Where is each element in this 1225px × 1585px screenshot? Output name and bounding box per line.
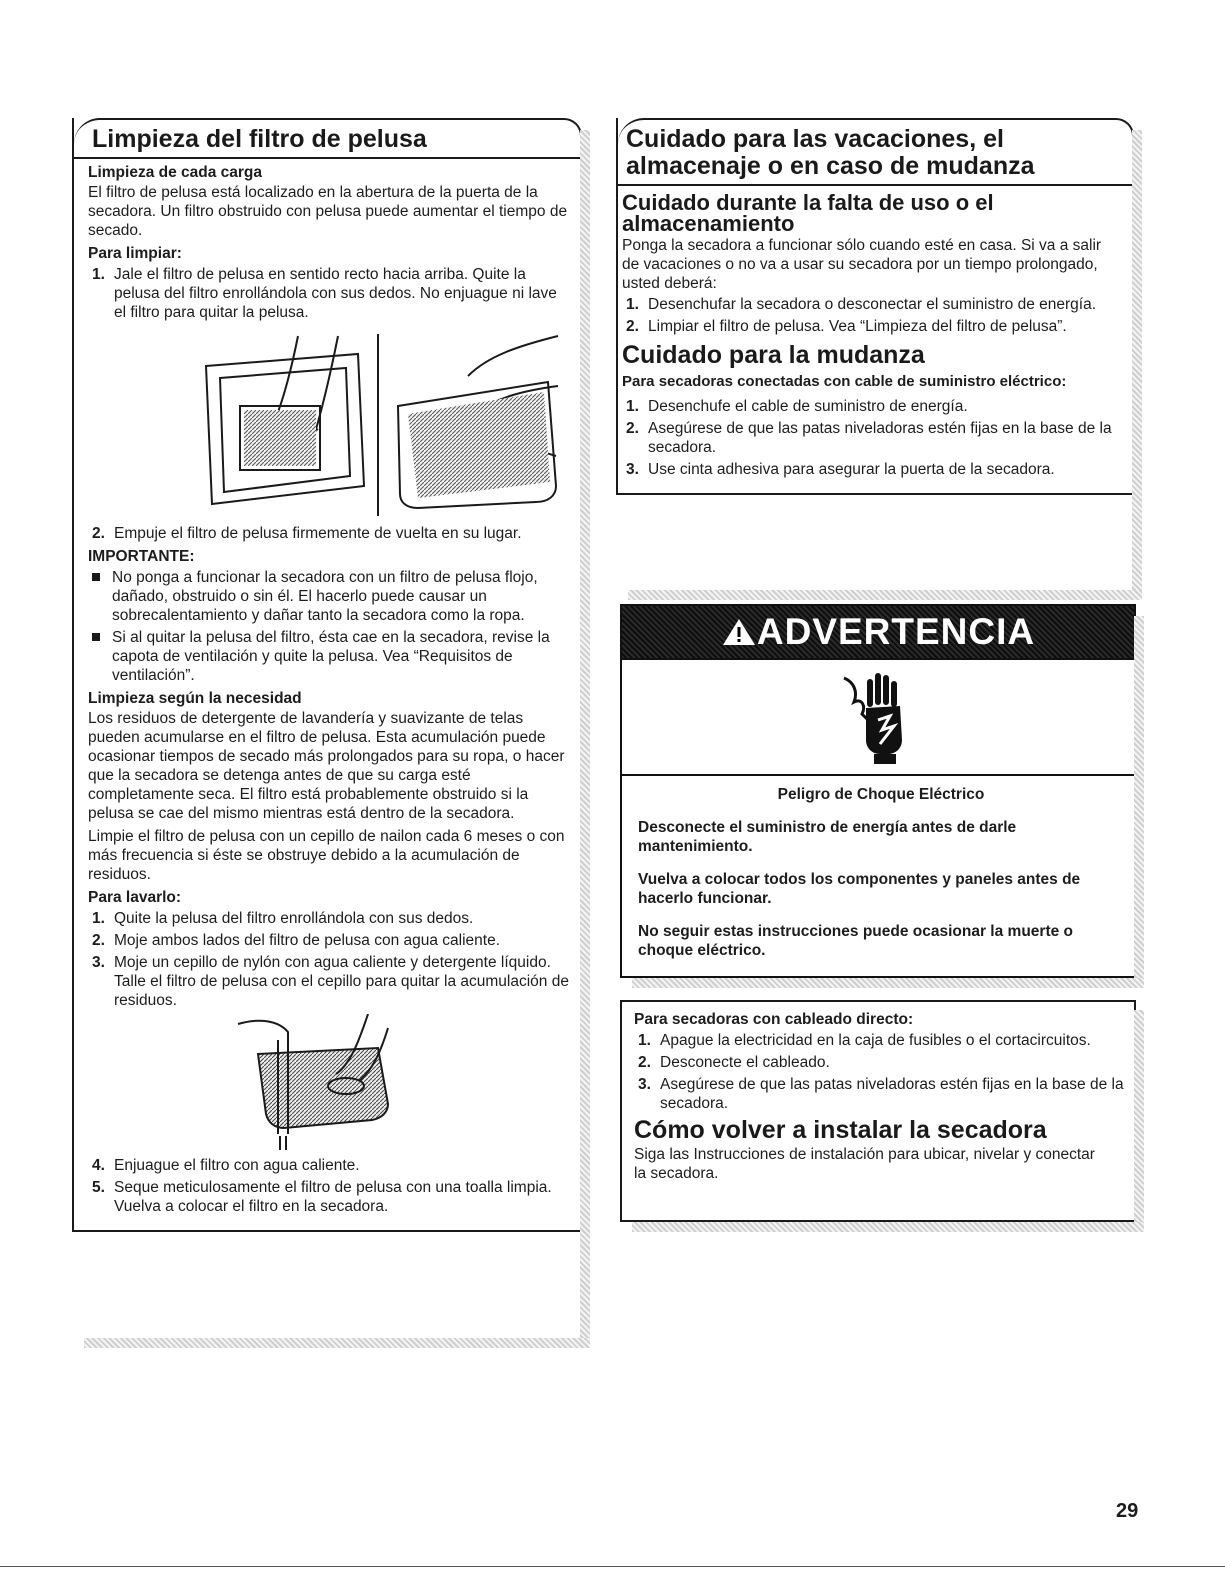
page-bottom-rule [0,1566,1225,1567]
step-number: 1. [638,1032,651,1049]
step-item [622,317,1122,336]
moving-heading: Cuidado para la mudanza [622,341,925,369]
step-text: Seque meticulosamente el filtro de pelusa con una toalla limpia. Vuelva a colocar el filtro en la secadora. [114,1179,552,1215]
step-text: Desenchufar la secadora o desconectar el suministro de energía. [648,296,1097,313]
step-item [88,1178,570,1216]
step-item [88,931,570,950]
right-panel-shadow-bottom [628,590,1142,600]
step-text: Empuje el filtro de pelusa firmemente de vuelta en su lugar. [114,525,522,542]
lint-filter-removal-illustration [88,326,568,522]
brush-paragraph: Limpie el filtro de pelusa con un cepillo de nailon cada 6 meses o con más frecuencia si éste se obstruye debido a la acumulación de residuos. [88,828,565,883]
step-item [622,397,1122,416]
warning-banner [620,604,1136,660]
warning-line-disconnect: Desconecte el suministro de energía antes de darle mantenimiento. [638,819,1017,855]
bullet-square-icon [92,633,100,641]
step-text: Asegúrese de que las patas niveladoras estén fijas en la base de la secadora. [648,420,1112,456]
lint-filter-panel [72,118,582,1232]
step-item [634,1053,1124,1072]
warning-title: ADVERTENCIA [721,611,1035,652]
storage-heading: Cuidado durante la falta de uso o el almacenamiento [622,190,994,236]
warning-triangle-icon [721,617,757,647]
page-number: 29 [1116,1500,1139,1522]
reinstall-paragraph: Siga las Instrucciones de instalación para ubicar, nivelar y conectar la secadora. [634,1146,1095,1182]
step-item [88,953,570,1010]
step-item [622,419,1122,457]
reinstall-heading: Cómo volver a instalar la secadora [634,1116,1047,1144]
rinse-dry-steps [88,1156,570,1216]
wired-panel-shadow-bottom [632,1222,1144,1232]
warning-shadow-bottom [632,978,1144,988]
warning-line-replace: Vuelva a colocar todos los componentes y paneles antes de hacerlo funcionar. [638,871,1081,907]
bullet-square-icon [92,573,100,581]
moving-steps [622,397,1122,479]
lint-filter-header [74,118,582,157]
step-number: 2. [92,525,105,542]
right-panel-shadow [1132,130,1142,600]
warning-text [638,786,1124,974]
warning-line-consequence: No seguir estas instrucciones puede ocasionar la muerte o choque eléctrico. [638,923,1073,959]
important-label: IMPORTANTE: [88,548,195,565]
left-panel-shadow-bottom [84,1338,590,1348]
step-text: Asegúrese de que las patas niveladoras estén fijas en la base de la secadora. [660,1076,1124,1112]
as-needed-subheading: Limpieza según la necesidad [88,690,302,707]
step-number: 2. [92,932,105,949]
step-item [622,460,1122,479]
step-number: 1. [92,910,105,927]
shock-hazard-label: Peligro de Choque Eléctrico [777,786,985,803]
step-item [88,1156,570,1175]
step-number: 4. [92,1157,105,1174]
to-wash-label: Para lavarlo: [88,889,182,906]
step-text: Quite la pelusa del filtro enrollándola con sus dedos. [114,910,474,927]
important-bullets [88,568,570,685]
step-text: Moje un cepillo de nylón con agua caliente y detergente líquido. Talle el filtro de pelusa con el cepillo para quitar la acumulación de residuos. [114,954,569,1009]
lint-filter-washing-illustration [88,1014,568,1154]
step-number: 1. [626,296,639,313]
step-number: 2. [638,1054,651,1071]
warning-box [620,656,1136,978]
step-number: 3. [92,954,105,971]
power-cord-subheading: Para secadoras conectadas con cable de suministro eléctrico: [622,373,1067,390]
lint-filter-title: Limpieza del filtro de pelusa [92,125,427,153]
step-item [634,1031,1124,1050]
step-text: Enjuague el filtro con agua caliente. [114,1157,360,1174]
direct-wire-body [622,1000,1134,1193]
step-text: Desconecte el cableado. [660,1054,830,1071]
wired-panel-shadow [1134,1010,1144,1232]
step-number: 1. [92,266,105,283]
residue-paragraph: Los residuos de detergente de lavandería y suavizante de telas pueden acumularse en el filtro de pelusa. Esta acumulación puede ocasionar tiempos de secado más prolongados para su ropa, o hacer que la secadora se detenga antes de que su carga esté completamente seca. El filtro está probablemente obstruido si la pelusa se cae del mismo mientras está dentro de la secadora. [88,710,565,822]
step-number: 5. [92,1179,105,1196]
step-number: 1. [626,398,639,415]
vacation-care-body [618,192,1134,495]
left-panel-shadow [580,130,590,1348]
step-text: Limpiar el filtro de pelusa. Vea “Limpieza del filtro de pelusa”. [648,318,1067,335]
direct-wire-subheading: Para secadoras con cableado directo: [634,1011,914,1028]
warning-shadow [1134,616,1144,988]
step-number: 3. [638,1076,651,1093]
to-clean-label: Para limpiar: [88,245,182,262]
wash-steps-list [88,909,570,1010]
storage-paragraph: Ponga la secadora a funcionar sólo cuando esté en casa. Si va a salir de vacaciones o no va a usar su secadora por un tiempo prolongado, usted deberá: [622,237,1102,292]
lint-filter-intro: El filtro de pelusa está localizado en la abertura de la puerta de la secadora. Un filtro obstruido con pelusa puede aumentar el tiempo de secado. [88,184,568,239]
step-item [634,1075,1124,1113]
replace-filter-steps [88,524,570,543]
step-item [88,265,570,322]
lint-filter-body [74,159,582,1232]
vacation-care-title: Cuidado para las vacaciones, el almacenaje o en caso de mudanza [626,125,1035,180]
step-item [88,524,570,543]
step-item [88,909,570,928]
vacation-care-header [618,118,1134,184]
step-number: 2. [626,318,639,335]
direct-wire-panel [620,1000,1136,1222]
storage-steps [622,295,1122,336]
warning-divider [622,774,1134,776]
direct-wire-steps [634,1031,1124,1113]
step-text: Moje ambos lados del filtro de pelusa con agua caliente. [114,932,501,949]
step-text: Desenchufe el cable de suministro de energía. [648,398,968,415]
step-number: 3. [626,461,639,478]
clean-steps-list [88,265,570,322]
direct-wire-top-border [622,1000,1134,1002]
step-item [622,295,1122,314]
each-load-subheading: Limpieza de cada carga [88,164,263,181]
step-text: Jale el filtro de pelusa en sentido recto hacia arriba. Quite la pelusa del filtro enrollándola con sus dedos. No enjuague ni lave el filtro para quitar la pelusa. [114,266,557,321]
vacation-care-panel [616,118,1134,495]
electric-shock-hand-icon [840,668,920,768]
important-bullet: No ponga a funcionar la secadora con un filtro de pelusa flojo, dañado, obstruido o sin él. El hacerlo puede causar un sobrecalentamiento y dañar tanto la secadora como la ropa. [88,568,570,625]
step-number: 2. [626,420,639,437]
step-text: Use cinta adhesiva para asegurar la puerta de la secadora. [648,461,1055,478]
important-bullet: Si al quitar la pelusa del filtro, ésta cae en la secadora, revise la capota de ventilación y quite la pelusa. Vea “Requisitos de ventilación”. [88,628,570,685]
step-text: Apague la electricidad en la caja de fusibles o el cortacircuitos. [660,1032,1091,1049]
